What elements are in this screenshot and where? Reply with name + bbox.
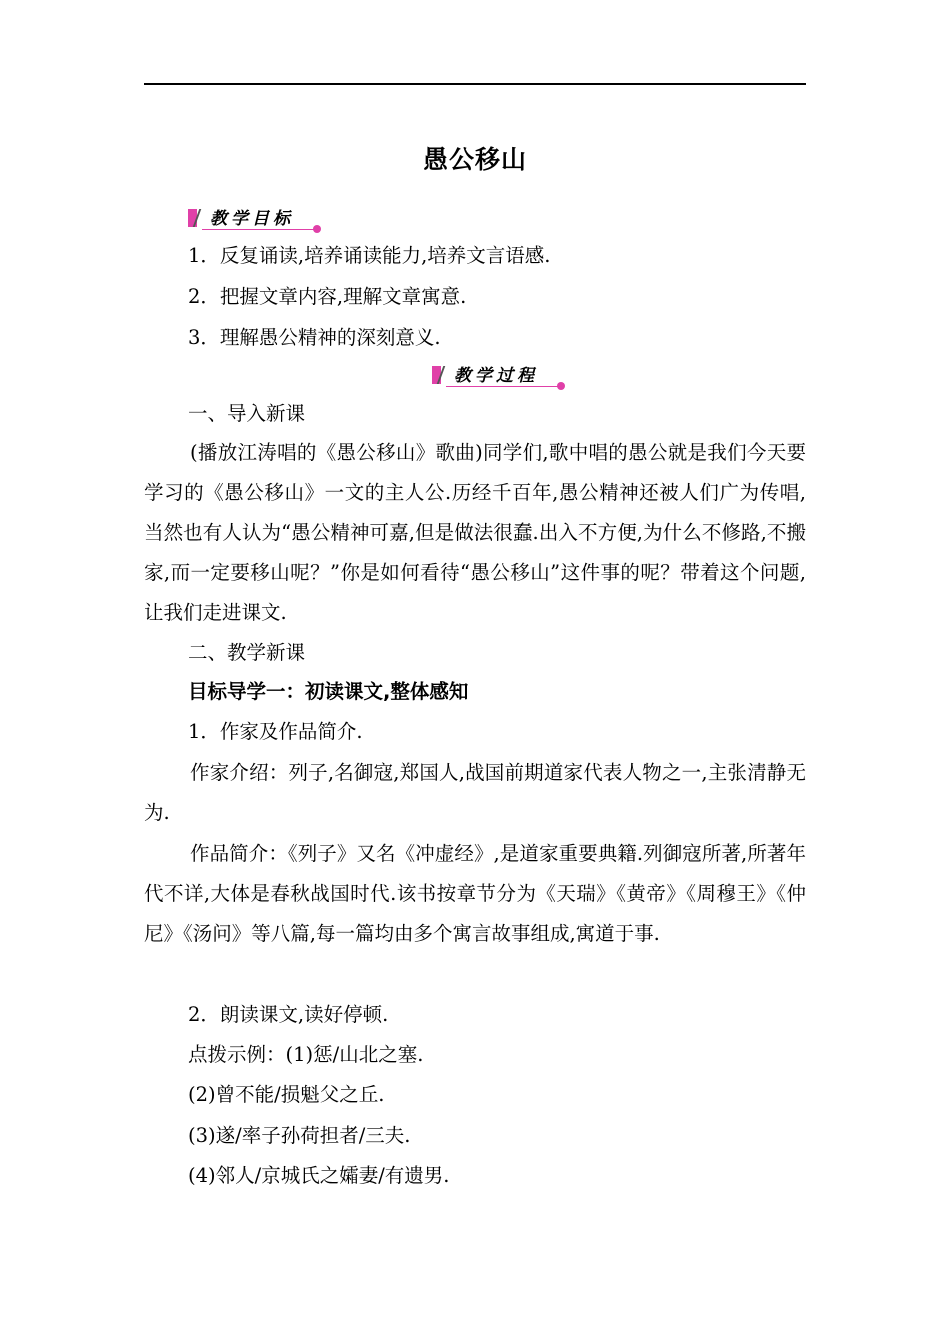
work-paragraph: 作品简介：《列子》又名《冲虚经》,是道家重要典籍.列御寇所著,所著年代不详,大体是春秋战国时代.该书按章节分为《天瑞》《黄帝》《周穆王》《仲尼》《汤问》等八篇,每一篇均由多个寓言故事组成,寓道于事. bbox=[144, 842, 806, 945]
example-4: (4)邻人/京城氏之孀妻/有遗男. bbox=[188, 1164, 450, 1187]
author-paragraph: 作家介绍：列子,名御寇,郑国人,战国前期道家代表人物之一,主张清静无为. bbox=[144, 761, 806, 824]
section-heading-1: 一、导入新课 bbox=[188, 402, 306, 425]
page-title: 愚公移山 bbox=[422, 145, 527, 174]
banner-goals bbox=[188, 203, 323, 233]
intro-paragraph: (播放江涛唱的《愚公移山》歌曲)同学们,歌中唱的愚公就是我们今天要学习的《愚公移山》一文的主人公.历经千百年,愚公精神还被人们广为传唱,当然也有人认为“愚公精神可嘉,但是做法很蠢.出入不方便,为什么不修路,不搬家,而一定要移山呢？”你是如何看待“愚公移山”这件事的呢？带着这个问题,让我们走进课文. bbox=[144, 441, 806, 624]
example-3: (3)遂/率子孙荷担者/三夫. bbox=[188, 1124, 411, 1147]
goal-item-1: 1．反复诵读,培养诵读能力,培养文言语感. bbox=[188, 244, 551, 267]
example-1: 点拨示例：(1)惩/山北之塞. bbox=[188, 1043, 424, 1066]
banner-dot-icon bbox=[313, 225, 321, 233]
goal-item-3: 3．理解愚公精神的深刻意义. bbox=[188, 326, 441, 349]
goal-heading: 目标导学一：初读课文,整体感知 bbox=[188, 680, 469, 703]
banner-underline bbox=[202, 229, 317, 230]
banner-process-label: 教学过程 bbox=[454, 366, 538, 386]
banner-goals-label: 教学目标 bbox=[210, 209, 294, 229]
top-rule bbox=[144, 83, 806, 85]
item-2: 2．朗读课文,读好停顿. bbox=[188, 1003, 389, 1026]
banner-underline bbox=[446, 386, 561, 387]
banner-process bbox=[432, 360, 567, 390]
banner-dot-icon bbox=[557, 382, 565, 390]
example-2: (2)曾不能/损魁父之丘. bbox=[188, 1083, 385, 1106]
goal-item-2: 2．把握文章内容,理解文章寓意. bbox=[188, 285, 467, 308]
section-heading-2: 二、教学新课 bbox=[188, 641, 306, 664]
item-1: 1．作家及作品简介. bbox=[188, 720, 363, 743]
